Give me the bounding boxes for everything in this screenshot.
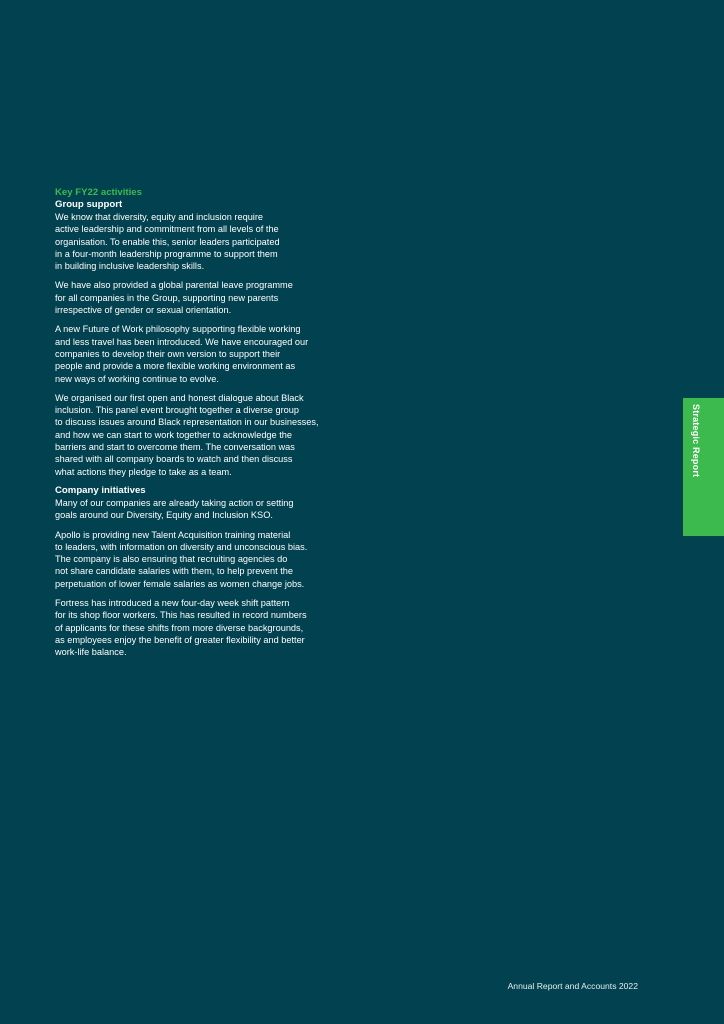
group-support-paragraph-3: A new Future of Work philosophy supporting flexible working and less travel has been introduced. We have encouraged our companies to develop their own version to support their people and provide a more flexible working environment as new ways of working continue to evolve. bbox=[55, 324, 309, 384]
company-initiatives-heading: Company initiatives bbox=[55, 484, 146, 496]
group-support-paragraph-4: We organised our first open and honest dialogue about Black inclusion. This panel event brought together a diverse group to discuss issues around Black representation in our businesses, and how we can start to work together to acknowledge the barriers and start to overcome them. The conversation was shared with all company boards to watch and then discuss what actions they pledge to take as a team. bbox=[55, 392, 319, 477]
group-support-paragraph-1: We know that diversity, equity and inclusion require active leadership and commitment from all levels of the organisation. To enable this, senior leaders participated in a four-month leadership programme to support them in building inclusive leadership skills. bbox=[55, 212, 280, 272]
group-support-paragraph-2: We have also provided a global parental leave programme for all companies in the Group, supporting new parents irrespective of gender or sexual orientation. bbox=[55, 280, 293, 316]
strategic-report-tab[interactable] bbox=[683, 398, 724, 536]
section-kicker: Key FY22 activities bbox=[55, 187, 142, 198]
company-initiatives-paragraph-3: Fortress has introduced a new four-day week shift pattern for its shop floor workers. This has resulted in record numbers of applicants for these shifts from more diverse backgrounds, as employees enjoy the benefit of greater flexibility and better work-life balance. bbox=[55, 598, 307, 658]
company-initiatives-paragraph-2: Apollo is providing new Talent Acquisition training material to leaders, with information on diversity and unconscious bias. The company is also ensuring that recruiting agencies do not share candidate salaries with them, to help prevent the perpetuation of lower female salaries as women change jobs. bbox=[55, 529, 308, 589]
group-support-heading: Group support bbox=[55, 199, 123, 210]
footer-report-title: Annual Report and Accounts 2022 bbox=[507, 981, 638, 991]
strategic-report-tab-label: Strategic Report bbox=[691, 404, 701, 478]
main-content bbox=[55, 187, 365, 666]
company-initiatives-paragraph-1: Many of our companies are already taking action or setting goals around our Diversity, Equity and Inclusion KSO. bbox=[55, 497, 294, 521]
